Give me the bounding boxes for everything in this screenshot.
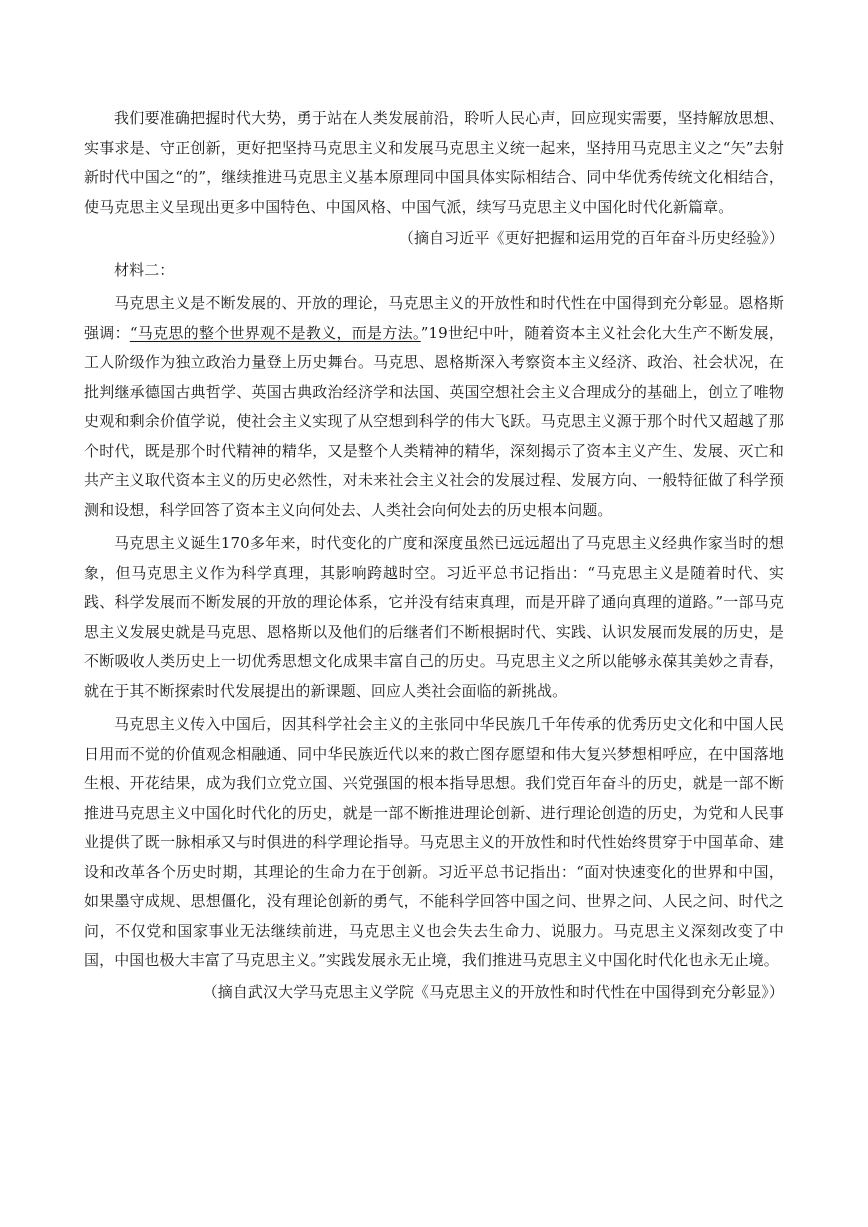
paragraph-2 xyxy=(84,289,784,525)
paragraph-2-lead: 马克思主义是不断发展的、开放的理论，马克思主义的开放性和时代性在中国得到充分彰显。恩格斯强调： xyxy=(84,294,784,342)
paragraph-2-rest: ”19世纪中叶，随着资本主义社会化大生产不断发展，工人阶级作为独立政治力量登上历史舞台。马克思、恩格斯深入考察资本主义经济、政治、社会状况，在批判继承德国古典哲学、英国古典政治经济学和法国、英国空想社会主义合理成分的基础上，创立了唯物史观和剩余价值学说，使社会主义实现了从空想到科学的伟大飞跃。马克思主义源于那个时代又超越了那个时代，既是那个时代精神的精华，又是整个人类精神的精华，深刻揭示了资本主义产生、发展、灭亡和共产主义取代资本主义的历史必然性，对未来社会主义社会的发展过程、发展方向、一般特征做了科学预测和设想，科学回答了资本主义向何处去、人类社会向何处去的历史根本问题。 xyxy=(84,323,784,519)
source-citation-2: （摘自武汉大学马克思主义学院《马克思主义的开放性和时代性在中国得到充分彰显》） xyxy=(202,982,784,1001)
document-body xyxy=(84,104,784,1009)
source-citation-1: （摘自习近平《更好把握和运用党的百年奋斗历史经验》） xyxy=(398,229,784,247)
paragraph-3: 马克思主义诞生170多年来，时代变化的广度和深度虽然已远远超出了马克思主义经典作家当时的想象，但马克思主义作为科学真理，其影响跨越时空。习近平总书记指出：“马克思主义是随着时代、实践、科学发展而不断发展的开放的理论体系，它并没有结束真理，而是开辟了通向真理的道路。”一部马克思主义发展史就是马克思、恩格斯以及他们的后继者们不断根据时代、实践、认识发展而发展的历史，是不断吸收人类历史上一切优秀思想文化成果丰富自己的历史。马克思主义之所以能够永葆其美妙之青春，就在于其不断探索时代发展提出的新课题、回应人类社会面临的新挑战。 xyxy=(84,534,784,700)
paragraph-4: 马克思主义传入中国后，因其科学社会主义的主张同中华民族几千年传承的优秀历史文化和中国人民日用而不觉的价值观念相融通、同中华民族近代以来的救亡图存愿望和伟大复兴梦想相呼应，在中国落地生根、开花结果，成为我们立党立国、兴党强国的根本指导思想。我们党百年奋斗的历史，就是一部不断推进马克思主义中国化时代化的历史，就是一部不断推进理论创新、进行理论创造的历史，为党和人民事业提供了既一脉相承又与时俱进的科学理论指导。马克思主义的开放性和时代性始终贯穿于中国革命、建设和改革各个历史时期，其理论的生命力在于创新。习近平总书记指出：“面对快速变化的世界和中国，如果墨守成规、思想僵化，没有理论创新的勇气，不能科学回答中国之问、世界之问、人民之问、时代之问，不仅党和国家事业无法继续前进，马克思主义也会失去生命力、说服力。马克思主义深刻改变了中国，中国也极大丰富了马克思主义。”实践发展永无止境，我们推进马克思主义中国化时代化也永无止境。 xyxy=(84,715,784,969)
paragraph-1: 我们要准确把握时代大势，勇于站在人类发展前沿，聆听人民心声，回应现实需要，坚持解放思想、实事求是、守正创新，更好把坚持马克思主义和发展马克思主义统一起来，坚持用马克思主义之“矢”去射新时代中国之“的”，继续推进马克思主义基本原理同中国具体实际相结合、同中华优秀传统文化相结合，使马克思主义呈现出更多中国特色、中国风格、中国气派，续写马克思主义中国化时代化新篇章。 xyxy=(84,109,784,216)
engels-quote-underlined: “马克思的整个世界观不是教义，而是方法。 xyxy=(129,323,421,342)
material-two-heading: 材料二： xyxy=(114,260,175,279)
